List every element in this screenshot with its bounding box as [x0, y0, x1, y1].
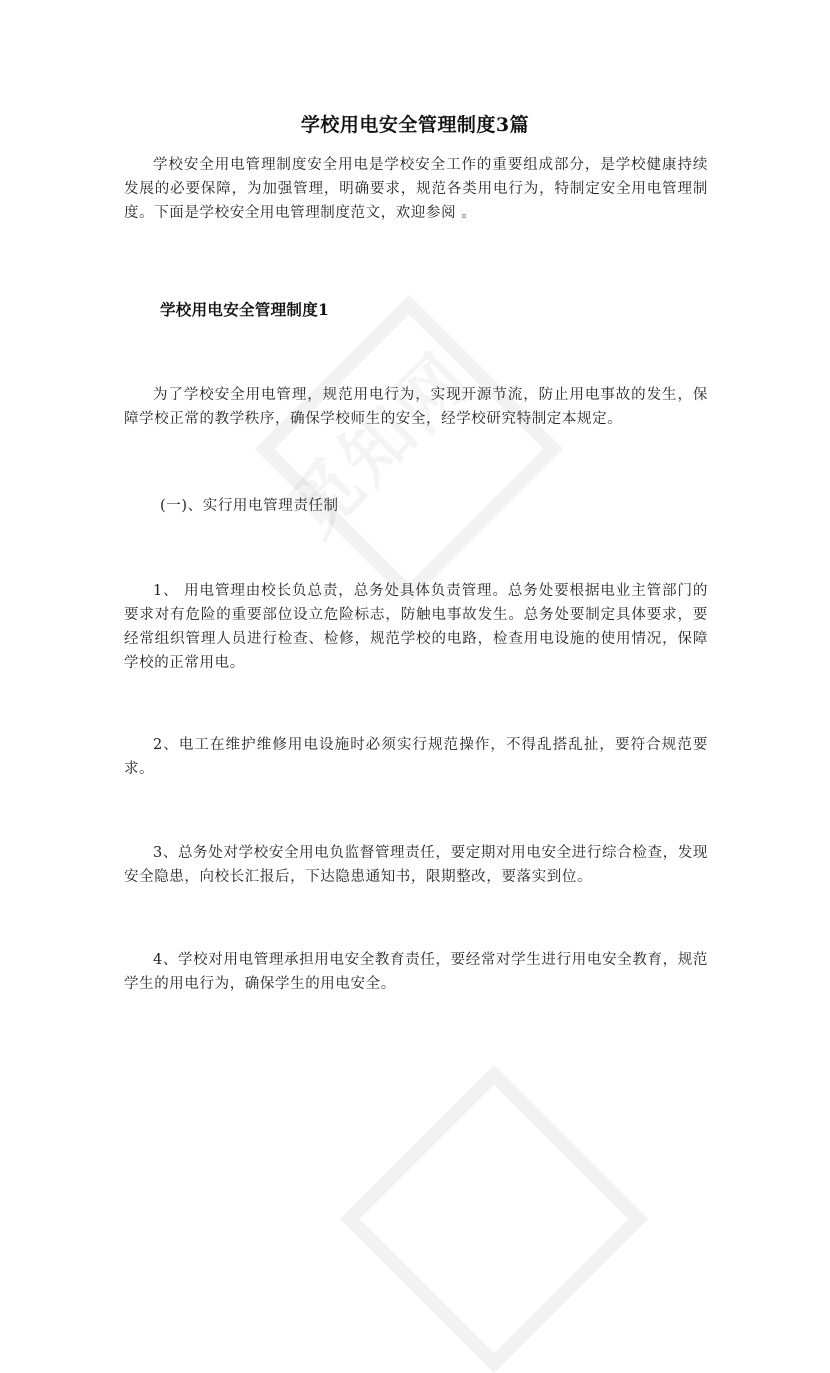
- rule-item-4: 4、学校对用电管理承担用电安全教育责任，要经常对学生进行用电安全教育，规范学生的用电行为，确保学生的用电安全。: [124, 952, 708, 992]
- intro-paragraph: 学校安全用电管理制度安全用电是学校安全工作的重要组成部分，是学校健康持续发展的必要保障，为加强管理，明确要求，规范各类用电行为，特制定安全用电管理制度。下面是学校安全用电管理制度范文，欢迎参阅 。: [124, 157, 708, 221]
- watermark-text-upper: [262, 326, 490, 554]
- document-title: 学校用电安全管理制度3篇: [300, 114, 530, 136]
- watermark-diamond-upper: [255, 295, 563, 603]
- watermark-diamond-lower: [340, 1065, 648, 1373]
- rule-item-2: 2、电工在维护维修用电设施时必须实行规范操作，不得乱搭乱扯，要符合规范要求。: [124, 737, 708, 777]
- section-lead-paragraph: 为了学校安全用电管理，规范用电行为，实现开源节流，防止用电事故的发生，保障学校正常的教学秩序，确保学校师生的安全，经学校研究特制定本规定。: [124, 387, 708, 427]
- rule-item-1: 1、 用电管理由校长负总责，总务处具体负责管理。总务处要根据电业主管部门的要求对有危险的重要部位设立危险标志，防触电事故发生。总务处要制定具体要求，要经常组织管理人员进行检查、检修，规范学校的电路，检查用电设施的使用情况，保障学校的正常用电。: [124, 583, 708, 671]
- subsection-heading: (一)、实行用电管理责任制: [160, 498, 339, 514]
- section-heading: 学校用电安全管理制度1: [160, 300, 330, 319]
- rule-item-3: 3、总务处对学校安全用电负监督管理责任，要定期对用电安全进行综合检查，发现安全隐患，向校长汇报后，下达隐患通知书，限期整改，要落实到位。: [124, 845, 708, 885]
